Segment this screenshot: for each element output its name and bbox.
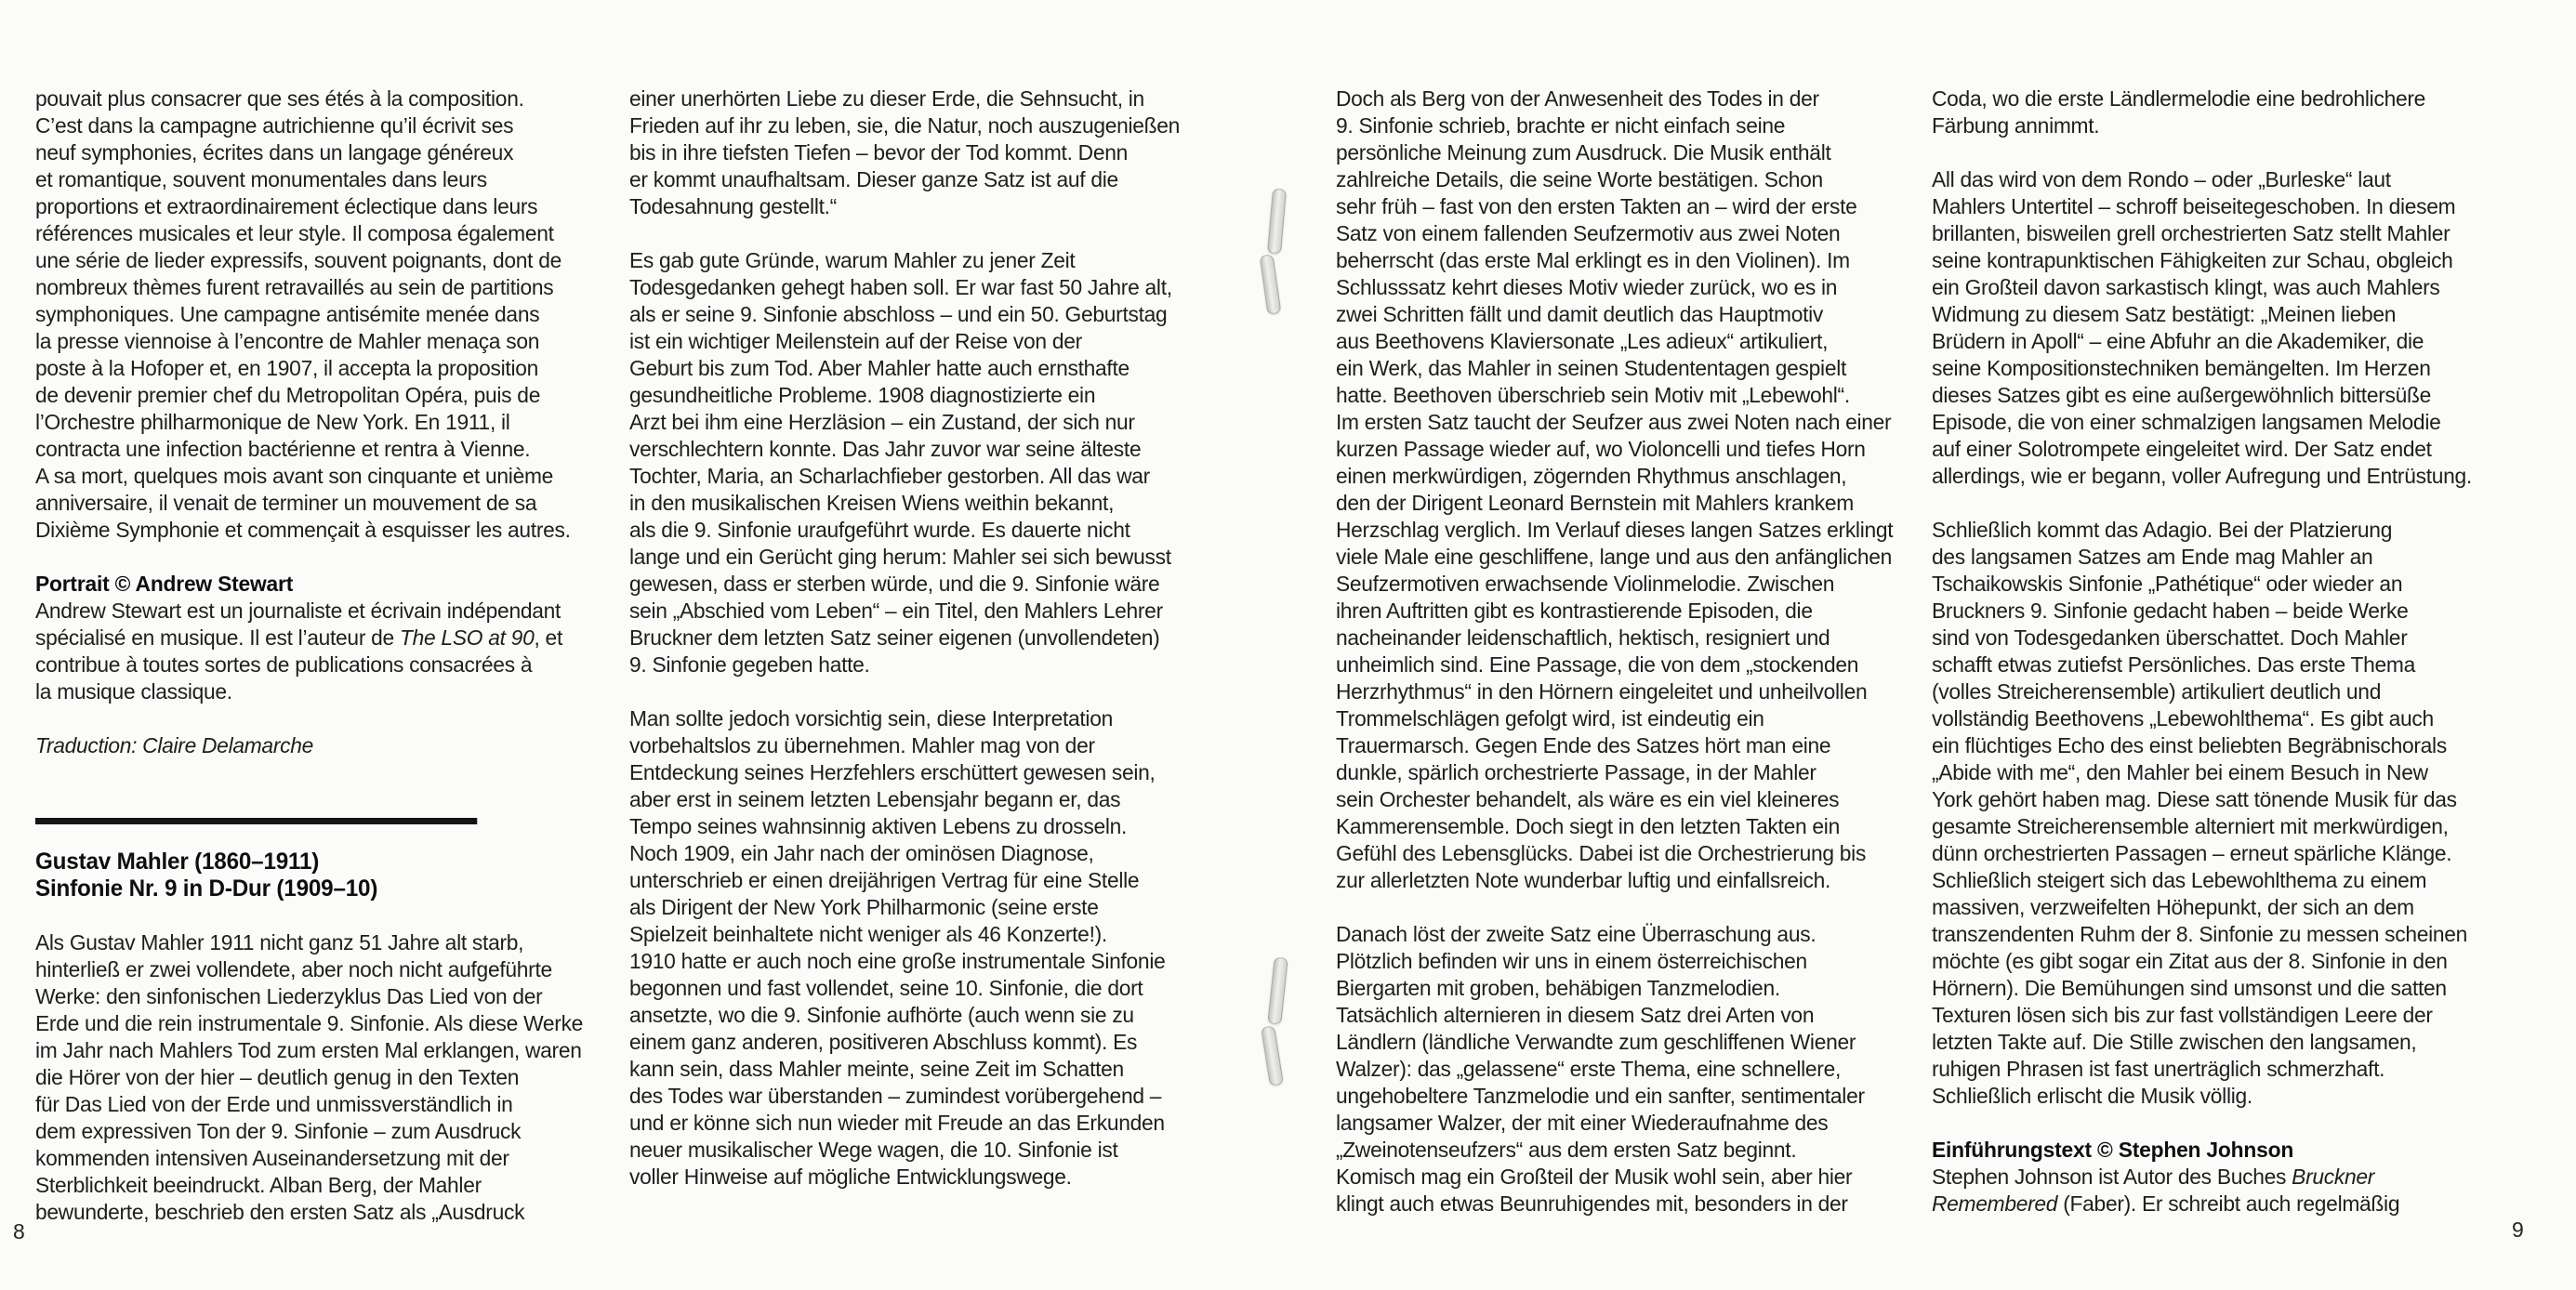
text-line: dunkle, spärlich orchestrierte Passage, in der Mahler	[1336, 760, 1816, 784]
page-number-left: 8	[13, 1219, 25, 1244]
text-line: Gustav Mahler (1860–1911)	[35, 849, 320, 875]
text-line: ihren Auftritten gibt es kontrastierende Episoden, die	[1336, 599, 1813, 623]
text-line: möchte (es gibt sogar ein Zitat aus der 8. Sinfonie in den	[1932, 949, 2448, 973]
text-line: nombreux thèmes furent retravaillés au sein de partitions	[35, 275, 554, 299]
text-line: vorbehaltslos zu übernehmen. Mahler mag von der	[629, 733, 1095, 757]
staple-bottom-upper-segment	[1267, 956, 1288, 1024]
paragraph	[629, 86, 1193, 220]
text-line: gesundheitliche Probleme. 1908 diagnostizierte ein	[629, 383, 1096, 407]
text-line: Geburt bis zum Tod. Aber Mahler hatte auch ernsthafte	[629, 356, 1129, 380]
paragraph-gap	[1932, 490, 2495, 517]
text-line: de devenir premier chef du Metropolitan Opéra, puis de	[35, 383, 541, 407]
text-line: Tempo seines wahnsinnig aktiven Lebens zu drosseln.	[629, 814, 1128, 838]
text-line: Walzer): das „gelassene“ erste Thema, eine schnellere,	[1336, 1057, 1842, 1081]
text-line: Komisch mag ein Großteil der Musik wohl sein, aber hier	[1336, 1165, 1853, 1189]
section-divider-rule	[35, 818, 477, 824]
text-line: C’est dans la campagne autrichienne qu’il écrivit ses	[35, 113, 514, 138]
text-line: im Jahr nach Mahlers Tod zum ersten Mal erklangen, waren	[35, 1038, 582, 1062]
text-line: sein Orchester behandelt, als wäre es ein viel kleineres	[1336, 787, 1840, 811]
text-line: klingt auch etwas Beunruhigendes mit, besonders in der	[1336, 1191, 1848, 1216]
text-line: kurzen Passage wieder auf, wo Violoncelli und tiefes Horn	[1336, 437, 1866, 461]
text-line: ein flüchtiges Echo des einst beliebten Begräbnischorals	[1932, 733, 2447, 757]
text-line: einen merkwürdigen, zögernden Rhythmus anschlagen,	[1336, 464, 1847, 488]
staple-top-upper-segment	[1267, 188, 1287, 254]
text-line: „Zweinotenseufzers“ aus dem ersten Satz beginnt.	[1336, 1138, 1797, 1162]
paragraph	[35, 598, 599, 705]
text-line: massiven, verzweifelten Höhepunkt, der sich an dem	[1932, 895, 2414, 919]
text-line: Schließlich erlischt die Musik völlig.	[1932, 1084, 2252, 1108]
text-line: Herzrhythmus“ in den Hörnern eingeleitet und unheilvollen	[1336, 679, 1868, 704]
text-line: als die 9. Sinfonie uraufgeführt wurde. Es dauerte nicht	[629, 518, 1130, 542]
text-line: Todesahnung gestellt.“	[629, 194, 837, 218]
text-line: beherrscht (das erste Mal erklingt es in den Violinen). Im	[1336, 248, 1850, 272]
text-line: Bruckners 9. Sinfonie gedacht haben – beide Werke	[1932, 599, 2409, 623]
text-line: viele Male eine geschliffene, lange und aus den anfänglichen	[1336, 545, 1893, 569]
staple-bottom-lower-segment	[1261, 1025, 1284, 1086]
staple-top-lower-segment	[1260, 254, 1282, 314]
text-line: ansetzte, wo die 9. Sinfonie aufhörte (auch wenn sie zu	[629, 1003, 1134, 1027]
text-line: Episode, die von einer schmalzigen langsamen Melodie	[1932, 410, 2441, 434]
text-line: Schlusssatz kehrt dieses Motiv wieder zurück, wo es in	[1336, 275, 1838, 299]
text-line: Todesgedanken gehegt haben soll. Er war fast 50 Jahre alt,	[629, 275, 1172, 299]
text-line: verschlechtern konnte. Das Jahr zuvor war seine älteste	[629, 437, 1142, 461]
text-line: einem ganz anderen, positiveren Abschluss kommt). Es	[629, 1030, 1138, 1054]
text-line: Brüdern in Apoll“ – eine Abfuhr an die Akademiker, die	[1932, 329, 2424, 353]
text-line: une série de lieder expressifs, souvent poignants, dont de	[35, 248, 562, 272]
text-line: sein „Abschied vom Leben“ – ein Titel, den Mahlers Lehrer	[629, 599, 1163, 623]
text-line: Frieden auf ihr zu leben, sie, die Natur, noch auszugenießen	[629, 113, 1181, 138]
german-column-3-text	[1932, 86, 2495, 1218]
paragraph	[35, 86, 599, 544]
text-line: er kommt unaufhaltsam. Dieser ganze Satz ist auf die	[629, 167, 1118, 191]
text-line: des langsamen Satzes am Ende mag Mahler an	[1932, 545, 2373, 569]
text-line: Gefühl des Lebensglücks. Dabei ist die Orchestrierung bis	[1336, 841, 1867, 865]
paragraph-gap	[35, 705, 599, 732]
paragraph-gap	[1336, 894, 1899, 921]
text-line: Widmung zu diesem Satz bestätigt: „Meinen lieben	[1932, 302, 2397, 326]
text-line: dünn orchestrierten Passagen – erneut spärliche Klänge.	[1932, 841, 2452, 865]
text-line: voller Hinweise auf mögliche Entwicklungswege.	[629, 1165, 1072, 1189]
text-line: vollständig Beethovens „Lebewohlthema“. Es gibt auch	[1932, 706, 2434, 731]
text-line: Herzschlag verglich. Im Verlauf dieses langen Satzes erklingt	[1336, 518, 1894, 542]
text-line: Einführungstext © Stephen Johnson	[1932, 1138, 2294, 1162]
text-line: Doch als Berg von der Anwesenheit des Todes in der	[1336, 86, 1819, 111]
text-line: 9. Sinfonie gegeben hatte.	[629, 652, 870, 677]
text-line: einer unerhörten Liebe zu dieser Erde, die Sehnsucht, in	[629, 86, 1144, 111]
text-line: Es gab gute Gründe, warum Mahler zu jener Zeit	[629, 248, 1076, 272]
text-line: ein Großteil davon sarkastisch klingt, was auch Mahlers	[1932, 275, 2440, 299]
text-line: Tochter, Maria, an Scharlachfieber gestorben. All das war	[629, 464, 1150, 488]
text-line: la presse viennoise à l’encontre de Mahler menaça son	[35, 329, 540, 353]
paragraph-gap	[1932, 1110, 2495, 1137]
text-line: für Das Lied von der Erde und unmissverständlich in	[35, 1092, 513, 1116]
text-line: l’Orchestre philharmonique de New York. En 1911, il	[35, 410, 510, 434]
text-line: ein Werk, das Mahler in seinen Studententagen gespielt	[1336, 356, 1847, 380]
text-line: 1910 hatte er auch noch eine große instrumentale Sinfonie	[629, 949, 1166, 973]
text-line: aus Beethovens Klaviersonate „Les adieux“ artikuliert,	[1336, 329, 1829, 353]
text-line: Danach löst der zweite Satz eine Überraschung aus.	[1336, 922, 1816, 946]
text-line: sehr früh – fast von den ersten Takten an – wird der erste	[1336, 194, 1857, 218]
text-line: références musicales et leur style. Il composa également	[35, 221, 554, 245]
text-line: Arzt bei ihm eine Herzläsion – ein Zustand, der sich nur	[629, 410, 1135, 434]
text-line: sind von Todesgedanken überschattet. Doch Mahler	[1932, 625, 2408, 650]
text-line: als er seine 9. Sinfonie abschloss – und ein 50. Geburtstag	[629, 302, 1168, 326]
text-line: ruhigen Phrasen ist fast unerträglich schmerzhaft.	[1932, 1057, 2385, 1081]
text-line: anniversaire, il venait de terminer un mouvement de sa	[35, 491, 537, 515]
text-line: Spielzeit beinhaltete nicht weniger als 46 Konzerte!).	[629, 922, 1107, 946]
paragraph	[629, 247, 1193, 678]
text-line: contribue à toutes sortes de publications consacrées à	[35, 652, 533, 677]
text-line: dem expressiven Ton der 9. Sinfonie – zum Ausdruck	[35, 1119, 522, 1143]
text-line: hinterließ er zwei vollendete, aber noch nicht aufgeführte	[35, 957, 552, 981]
text-line: Im ersten Satz taucht der Seufzer aus zwei Noten nach einer	[1336, 410, 1892, 434]
text-line: unheimlich sind. Eine Passage, die von dem „stockenden	[1336, 652, 1859, 677]
text-line: spécialisé en musique. Il est l’auteur de The LSO at 90, et	[35, 625, 562, 650]
text-line: „Abide with me“, den Mahler bei einem Besuch in New	[1932, 760, 2428, 784]
text-line: kommenden intensiven Auseinandersetzung mit der	[35, 1146, 509, 1170]
text-line: bewunderte, beschrieb den ersten Satz als „Ausdruck	[35, 1200, 525, 1224]
text-line: Schließlich kommt das Adagio. Bei der Platzierung	[1932, 518, 2393, 542]
french-column-text	[35, 86, 599, 1226]
text-line: Coda, wo die erste Ländlermelodie eine bedrohlichere	[1932, 86, 2426, 111]
text-line: Seufzermotiven erwachsende Violinmelodie. Zwischen	[1336, 572, 1835, 596]
text-line: und er könne sich nun wieder mit Freude an das Erkunden	[629, 1111, 1165, 1135]
text-line: aber erst in seinem letzten Lebensjahr begann er, das	[629, 787, 1121, 811]
text-line: Sterblichkeit beeindruckt. Alban Berg, der Mahler	[35, 1173, 482, 1197]
paragraph-gap	[35, 759, 599, 813]
text-line: proportions et extraordinairement éclectique dans leurs	[35, 194, 538, 218]
text-line: Dixième Symphonie et commençait à esquisser les autres.	[35, 518, 571, 542]
text-line: des Todes war überstanden – zumindest vorübergehend –	[629, 1084, 1162, 1108]
text-line: brillanten, bisweilen grell orchestrierten Satz stellt Mahler	[1932, 221, 2451, 245]
paragraph	[1932, 517, 2495, 1110]
paragraph	[1336, 86, 1899, 894]
text-line: begonnen und fast vollendet, seine 10. Sinfonie, die dort	[629, 976, 1143, 1000]
text-line: Werke: den sinfonischen Liederzyklus Das Lied von der	[35, 984, 543, 1008]
german-column-2	[1336, 86, 1917, 1218]
text-line: poste à la Hofoper et, en 1907, il accepta la proposition	[35, 356, 539, 380]
paragraph-gap	[629, 678, 1193, 705]
text-line: Trauermarsch. Gegen Ende des Satzes hört man eine	[1336, 733, 1831, 757]
text-line: zwei Schritten fällt und damit deutlich das Hauptmotiv	[1336, 302, 1824, 326]
text-line: Portrait © Andrew Stewart	[35, 572, 294, 596]
text-line: als Dirigent der New York Philharmonic (seine erste	[629, 895, 1099, 919]
text-line: kann sein, dass Mahler meinte, seine Zeit im Schatten	[629, 1057, 1124, 1081]
text-line: Remembered (Faber). Er schreibt auch regelmäßig	[1932, 1191, 2400, 1216]
text-line: Färbung annimmt.	[1932, 113, 2100, 138]
text-line: Tatsächlich alternieren in diesem Satz drei Arten von	[1336, 1003, 1815, 1027]
text-line: 9. Sinfonie schrieb, brachte er nicht einfach seine	[1336, 113, 1786, 138]
paragraph	[1336, 921, 1899, 1218]
text-line: lange und ein Gerücht ging herum: Mahler sei sich bewusst	[629, 545, 1171, 569]
german-column-1-text	[629, 86, 1193, 1191]
text-line: Andrew Stewart est un journaliste et écrivain indépendant	[35, 599, 561, 623]
text-line: la musique classique.	[35, 679, 232, 704]
paragraph-gap	[1932, 139, 2495, 166]
text-line: Stephen Johnson ist Autor des Buches Bruckner	[1932, 1165, 2375, 1189]
text-line: Hörnern). Die Bemühungen sind umsonst und die satten	[1932, 976, 2447, 1000]
text-line: den der Dirigent Leonard Bernstein mit Mahlers krankem	[1336, 491, 1854, 515]
text-line: Tschaikowskis Sinfonie „Pathétique“ oder wieder an	[1932, 572, 2403, 596]
german-column-3	[1932, 86, 2513, 1218]
text-line: ungehobeltere Tanzmelodie und ein sanfter, sentimentaler	[1336, 1084, 1865, 1108]
text-line: Mahlers Untertitel – schroff beiseitegeschoben. In diesem	[1932, 194, 2456, 218]
text-line: Entdeckung seines Herzfehlers erschüttert gewesen sein,	[629, 760, 1156, 784]
text-line: langsamer Walzer, der mit einer Wiederaufnahme des	[1336, 1111, 1829, 1135]
text-line: Plötzlich befinden wir uns in einem österreichischen	[1336, 949, 1807, 973]
text-line: Erde und die rein instrumentale 9. Sinfonie. Als diese Werke	[35, 1011, 584, 1035]
text-line: Ländlern (ländliche Verwandte zum geschliffenen Wiener	[1336, 1030, 1856, 1054]
heading	[35, 571, 599, 598]
text-line: symphoniques. Une campagne antisémite menée dans	[35, 302, 540, 326]
text-line: Satz von einem fallenden Seufzermotiv aus zwei Noten	[1336, 221, 1841, 245]
paragraph	[35, 732, 599, 759]
text-line: Sinfonie Nr. 9 in D-Dur (1909–10)	[35, 875, 378, 902]
text-line: All das wird von dem Rondo – oder „Burleske“ laut	[1932, 167, 2391, 191]
text-line: Schließlich steigert sich das Lebewohlthema zu einem	[1932, 868, 2427, 892]
german-column-2-text	[1336, 86, 1899, 1218]
text-line: auf einer Solotrompete eingeleitet wird. Der Satz endet	[1932, 437, 2432, 461]
text-line: pouvait plus consacrer que ses étés à la composition.	[35, 86, 524, 111]
text-line: Noch 1909, ein Jahr nach der ominösen Diagnose,	[629, 841, 1094, 865]
text-line: zur allerletzten Note wunderbar luftig und einfallsreich.	[1336, 868, 1831, 892]
text-line: in den musikalischen Kreisen Wiens weithin bekannt,	[629, 491, 1115, 515]
text-line: Biergarten mit groben, behäbigen Tanzmelodien.	[1336, 976, 1780, 1000]
german-column-1	[629, 86, 1210, 1191]
text-line: ist ein wichtiger Meilenstein auf der Reise von der	[629, 329, 1082, 353]
paragraph-gap	[35, 902, 599, 929]
text-line: hatte. Beethoven überschrieb sein Motiv mit „Lebewohl“.	[1336, 383, 1850, 407]
text-line: unterschrieb er einen dreijährigen Vertrag für eine Stelle	[629, 868, 1140, 892]
text-line: gesamte Streicherensemble alterniert mit merkwürdigen,	[1932, 814, 2449, 838]
text-line: Man sollte jedoch vorsichtig sein, diese Interpretation	[629, 706, 1113, 731]
text-line: transzendenten Ruhm der 8. Sinfonie zu messen scheinen	[1932, 922, 2468, 946]
text-line: Trommelschlägen gefolgt wird, ist eindeutig ein	[1336, 706, 1764, 731]
text-line: contracta une infection bactérienne et rentra à Vienne.	[35, 437, 531, 461]
text-line: Traduction: Claire Delamarche	[35, 733, 314, 757]
heading	[1932, 1137, 2495, 1164]
text-line: allerdings, wie er begann, voller Aufregung und Entrüstung.	[1932, 464, 2472, 488]
text-line: persönliche Meinung zum Ausdruck. Die Musik enthält	[1336, 140, 1831, 165]
text-line: (volles Streicherensemble) artikuliert deutlich und	[1932, 679, 2382, 704]
paragraph	[1932, 166, 2495, 490]
paragraph	[1932, 1164, 2495, 1218]
text-line: Als Gustav Mahler 1911 nicht ganz 51 Jahre alt starb,	[35, 930, 524, 954]
text-line: schafft etwas zutiefst Persönliches. Das erste Thema	[1932, 652, 2415, 677]
text-line: zahlreiche Details, die seine Worte bestätigen. Schon	[1336, 167, 1823, 191]
paragraph	[35, 929, 599, 1226]
text-line: York gehört haben mag. Diese satt tönende Musik für das	[1932, 787, 2457, 811]
paragraph-gap	[35, 544, 599, 571]
text-line: letzten Takte auf. Die Stille zwischen den langsamen,	[1932, 1030, 2417, 1054]
text-line: seine kontrapunktischen Fähigkeiten zur Schau, obgleich	[1932, 248, 2453, 272]
paragraph	[1932, 86, 2495, 139]
page-number-right: 9	[2512, 1218, 2524, 1242]
text-line: Kammerensemble. Doch siegt in den letzten Takten ein	[1336, 814, 1840, 838]
text-line: A sa mort, quelques mois avant son cinquante et unième	[35, 464, 554, 488]
french-column	[35, 86, 616, 1226]
text-line: nacheinander leidenschaftlich, hektisch, resigniert und	[1336, 625, 1830, 650]
heading	[35, 849, 599, 902]
text-line: gewesen, dass er sterben würde, und die 9. Sinfonie wäre	[629, 572, 1160, 596]
paragraph-gap	[629, 220, 1193, 247]
text-line: et romantique, souvent monumentales dans leurs	[35, 167, 487, 191]
text-line: neuer musikalischer Wege wagen, die 10. Sinfonie ist	[629, 1138, 1118, 1162]
text-line: neuf symphonies, écrites dans un langage généreux	[35, 140, 514, 165]
text-line: seine Kompositionstechniken bemängelten. Im Herzen	[1932, 356, 2431, 380]
text-line: Bruckner dem letzten Satz seiner eigenen (unvollendeten)	[629, 625, 1160, 650]
text-line: bis in ihre tiefsten Tiefen – bevor der Tod kommt. Denn	[629, 140, 1129, 165]
paragraph	[629, 705, 1193, 1191]
text-line: Texturen lösen sich bis zur fast vollständigen Leere der	[1932, 1003, 2433, 1027]
text-line: die Hörer von der hier – deutlich genug in den Texten	[35, 1065, 520, 1089]
text-line: dieses Satzes gibt es eine außergewöhnlich bittersüße	[1932, 383, 2432, 407]
